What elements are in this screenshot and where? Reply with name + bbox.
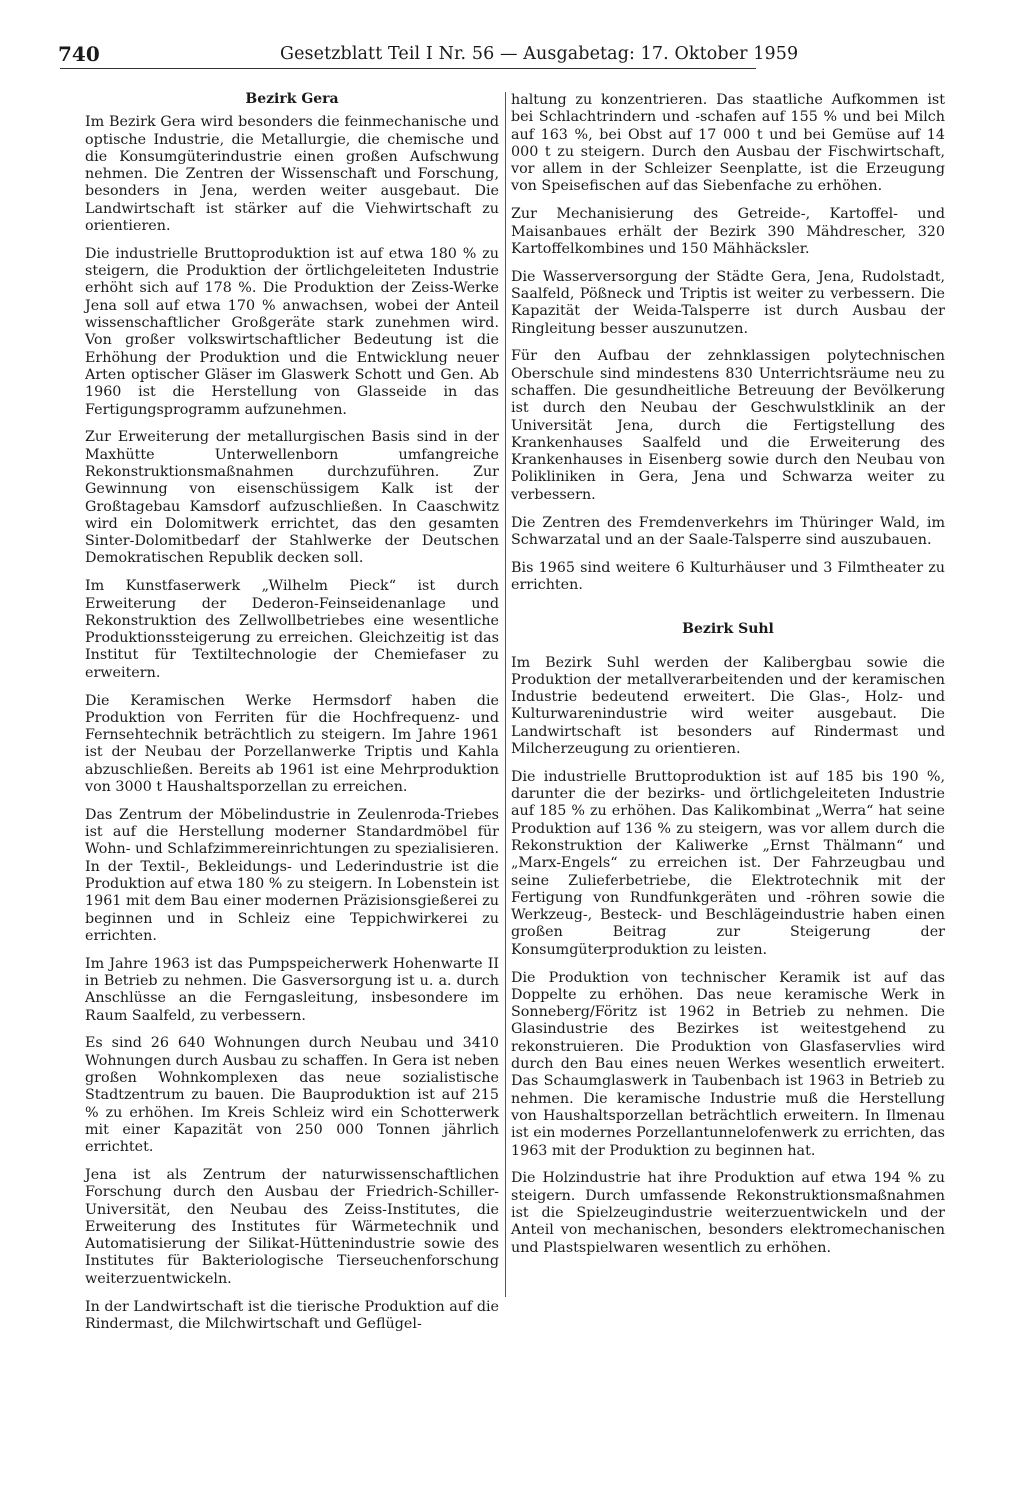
paragraph: haltung zu konzentrieren. Das staatliche Aufkommen ist bei Schlachtrindern und -schafen auf 155 % und bei Milch auf 163 %, bei Obst auf 17 000 t und bei Gemüse auf 14 000 t zu steigern. Durch den Ausbau der Fischwirtschaft, vor allem in der Schleizer Seenplatte, ist die Erzeugung von Speisefischen auf das Siebenfache zu erhöhen.: [511, 92, 945, 195]
paragraph: Im Bezirk Suhl werden der Kalibergbau sowie die Produktion der metallverarbeitenden und der keramischen Industrie bedeutend erweitert. Die Glas-, Holz- und Kulturwarenindustrie wird weiter ausgebaut. Die Landwirtschaft ist besonders auf Rindermast und Milcherzeugung zu orientieren.: [511, 654, 945, 757]
paragraph: Zur Mechanisierung des Getreide-, Kartoffel- und Maisanbaues erhält der Bezirk 390 Mähdrescher, 320 Kartoffelkombines und 150 Mähhäcksler.: [511, 206, 945, 257]
paragraph: Bis 1965 sind weitere 6 Kulturhäuser und 3 Filmtheater zu errichten.: [511, 559, 945, 593]
section-heading-suhl: Bezirk Suhl: [682, 621, 774, 638]
column-divider: [505, 92, 506, 1297]
page-number: 740: [58, 42, 100, 66]
paragraph: Die industrielle Bruttoproduktion ist auf 185 bis 190 %, darunter die der bezirks- und örtlichgeleiteten Industrie auf 185 % zu erhöhen. Das Kalikombinat „Werra“ hat seine Produktion auf 136 % zu steigern, was vor allem durch die Rekonstruktion der Kaliwerke „Ernst Thälmann“ und „Marx-Engels“ zu erreichen ist. Der Fahrzeugbau und seine Zulieferbetriebe, die Elektrotechnik mit der Fertigung von Rundfunkgeräten und -röhren sowie die Werkzeug-, Besteck- und Beschlägeindustrie haben einen großen Beitrag zur Steigerung der Konsumgüterproduktion zu leisten.: [511, 768, 945, 958]
paragraph: In der Landwirtschaft ist die tierische Produktion auf die Rindermast, die Milchwirtschaft und Geflügel-: [85, 1298, 500, 1332]
paragraph: Im Bezirk Gera wird besonders die feinmechanische und optische Industrie, die Metallurgie, die chemische und die Konsumgüterindustrie einen großen Aufschwung nehmen. Die Zentren der Wissenschaft und Forschung, besonders in Jena, werden weiter ausgebaut. Die Landwirtschaft ist stärker auf die Viehwirtschaft zu orientieren.: [85, 114, 499, 235]
paragraph: Die Holzindustrie hat ihre Produktion auf etwa 194 % zu steigern. Durch umfassende Rekonstruktionsmaßnahmen ist die Spielzeugindustrie weiterzuentwickeln und der Anteil von mechanischen, besonders elektromechanischen und Plastspielwaren wesentlich zu erhöhen.: [511, 1170, 945, 1256]
paragraph: Die industrielle Bruttoproduktion ist auf etwa 180 % zu steigern, die Produktion der örtlichgeleiteten Industrie erhöht sich auf 178 %. Die Produktion der Zeiss-Werke Jena soll auf etwa 170 % anwachsen, wobei der Anteil wissenschaftlicher Großgeräte stark zunehmen wird. Von großer volkswirtschaftlicher Bedeutung ist die Erhöhung der Produktion und die Entwicklung neuer Arten optischer Gläser im Glaswerk Schott und Gen. Ab 1960 ist die Herstellung von Glasseide in das Fertigungsprogramm aufzunehmen.: [85, 245, 499, 418]
running-title: Gesetzblatt Teil I Nr. 56 — Ausgabetag: 17. Oktober 1959: [280, 44, 799, 64]
paragraph: Zur Erweiterung der metallurgischen Basis sind in der Maxhütte Unterwellenborn umfangreiche Rekonstruktionsmaßnahmen durchzuführen. Zur Gewinnung von eisenschüssigem Kalk ist der Großtagebau Kamsdorf aufzuschließen. In Caaschwitz wird ein Dolomitwerk errichtet, das den gesamten Sinter-Dolomitbedarf der Stahlwerke der Deutschen Demokratischen Republik decken soll.: [85, 429, 499, 567]
right-column: [511, 92, 945, 1267]
paragraph: Für den Aufbau der zehnklassigen polytechnischen Oberschule sind mindestens 830 Unterrichtsräume neu zu schaffen. Die gesundheitliche Betreuung der Bevölkerung ist durch den Neubau der Geschwulstklinik an der Universität Jena, durch die Fertigstellung des Krankenhauses Saalfeld und die Erweiterung des Krankenhauses in Eisenberg sowie durch den Neubau von Polikliniken in Gera, Jena und Schwarza weiter zu verbessern.: [511, 348, 945, 503]
paragraph: Die Wasserversorgung der Städte Gera, Jena, Rudolstadt, Saalfeld, Pößneck und Triptis ist weiter zu verbessern. Die Kapazität der Weida-Talsperre ist durch Ausbau der Ringleitung besser auszunutzen.: [511, 268, 945, 337]
paragraph: Die Zentren des Fremdenverkehrs im Thüringer Wald, im Schwarzatal und an der Saale-Talsperre sind auszubauen.: [511, 514, 945, 548]
header-rule: [60, 68, 756, 69]
paragraph: Die Produktion von technischer Keramik ist auf das Doppelte zu erhöhen. Das neue keramische Werk in Sonneberg/Föritz ist 1962 in Betrieb zu nehmen. Die Glasindustrie des Bezirkes ist weitestgehend zu rekonstruieren. Die Produktion von Glasfaservlies wird durch den Bau eines neuen Werkes wesentlich erweitert. Das Schaumglaswerk in Taubenbach ist 1963 in Betrieb zu nehmen. Die keramische Industrie muß die Herstellung von Haushaltsporzellan beträchtlich erweitern. In Ilmenau ist ein modernes Porzellantunnelofenwerk zu errichten, das 1963 mit der Produktion zu beginnen hat.: [511, 969, 945, 1159]
paragraph: Jena ist als Zentrum der naturwissenschaftlichen Forschung durch den Ausbau der Friedrich-Schiller-Universität, den Neubau des Zeiss-Institutes, die Erweiterung des Institutes für Wärmetechnik und Automatisierung der Silikat-Hüttenindustrie sowie des Institutes für Bakteriologische Tierseuchenforschung weiterzuentwickeln.: [85, 1166, 499, 1287]
page-header: [58, 42, 799, 70]
paragraph: Das Zentrum der Möbelindustrie in Zeulenroda-Triebes ist auf die Herstellung moderner Standardmöbel für Wohn- und Schlafzimmereinrichtungen zu spezialisieren. In der Textil-, Bekleidungs- und Lederindustrie ist die Produktion auf etwa 180 % zu steigern. In Lobenstein ist 1961 mit dem Bau einer modernen Präzisionsgießerei zu beginnen und in Schleiz eine Teppichwirkerei zu errichten.: [85, 806, 499, 944]
paragraph: Im Kunstfaserwerk „Wilhelm Pieck“ ist durch Erweiterung der Dederon-Feinseidenanlage und Rekonstruktion des Zellwollbetriebes eine wesentliche Produktionssteigerung zu erreichen. Gleichzeitig ist das Institut für Textiltechnologie der Chemiefaser zu erweitern.: [85, 578, 499, 681]
paragraph: Im Jahre 1963 ist das Pumpspeicherwerk Hohenwarte II in Betrieb zu nehmen. Die Gasversorgung ist u. a. durch Anschlüsse an die Ferngasleitung, insbesondere im Raum Saalfeld, zu verbessern.: [85, 955, 499, 1024]
section-heading-gera: Bezirk Gera: [245, 91, 339, 107]
left-column: [85, 88, 499, 1344]
paragraph: Es sind 26 640 Wohnungen durch Neubau und 3410 Wohnungen durch Ausbau zu schaffen. In Gera ist neben großen Wohnkomplexen das neue sozialistische Stadtzentrum zu bauen. Die Bauproduktion ist auf 215 % zu erhöhen. Im Kreis Schleiz wird ein Schotterwerk mit einer Kapazität von 250 000 Tonnen jährlich errichtet.: [85, 1035, 499, 1156]
paragraph: Die Keramischen Werke Hermsdorf haben die Produktion von Ferriten für die Hochfrequenz- und Fernsehtechnik beträchtlich zu steigern. Im Jahre 1961 ist der Neubau der Porzellanwerke Triptis und Kahla abzuschließen. Bereits ab 1961 ist eine Mehrproduktion von 3000 t Haushaltsporzellan zu erreichen.: [85, 692, 499, 795]
